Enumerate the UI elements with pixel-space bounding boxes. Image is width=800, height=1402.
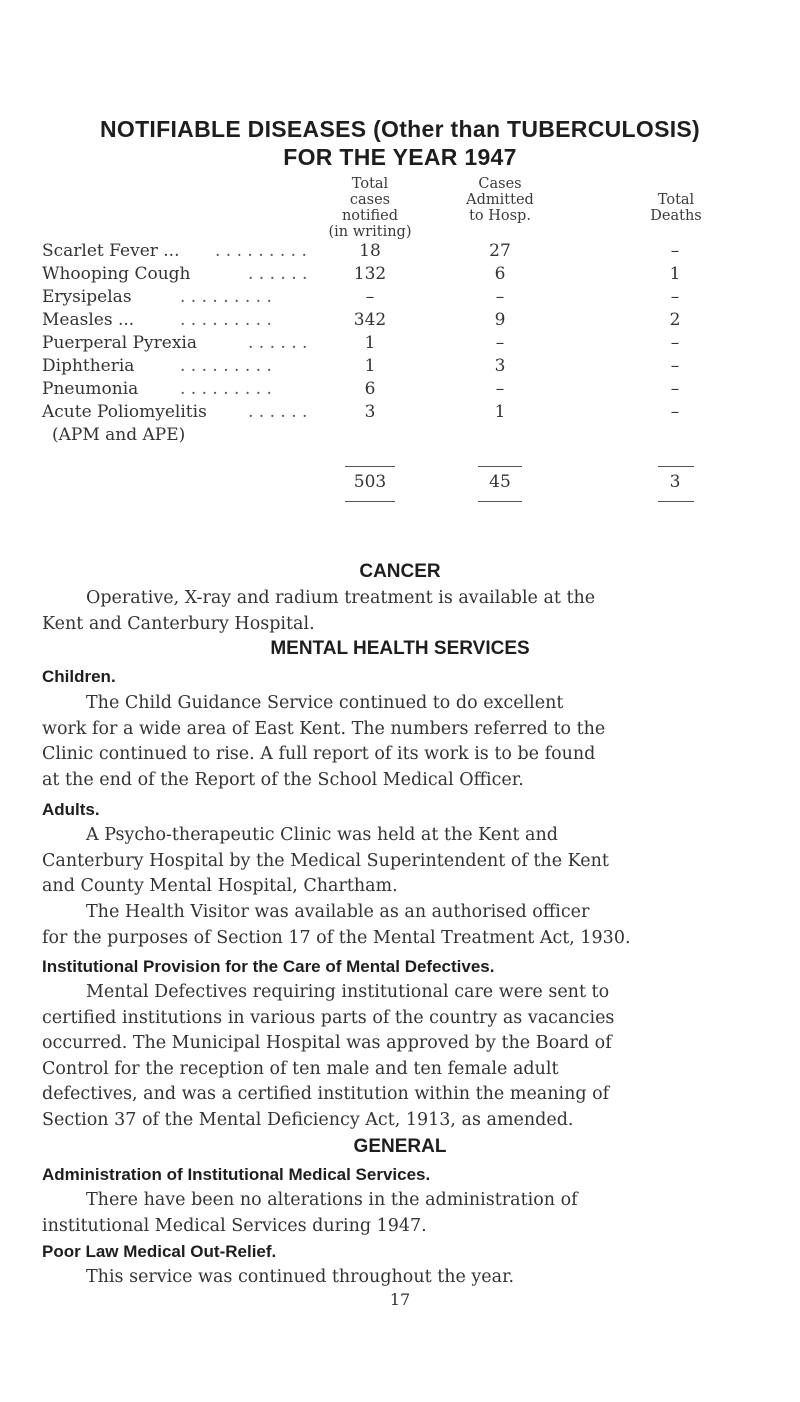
children-paragraph: The Child Guidance Service continued to do excellent work for a wide area of East Kent. The numbers referred to the Clinic continued to rise. A full report of its work is to be found at the end of the Report of the School Medical Officer. <box>42 693 606 790</box>
table-totals-row: 503 45 3 <box>353 472 681 492</box>
adults-paragraph-2: The Health Visitor was available as an authorised officer for the purposes of Section 17 of the Mental Treatment Act, 1930. <box>42 902 631 948</box>
total-rule-top-admitted <box>478 466 522 467</box>
table-row-continuation: (APM and APE) <box>52 425 186 445</box>
administration-paragraph: There have been no alterations in the administration of institutional Medical Services during 1947. <box>42 1190 578 1236</box>
table-row: Puerperal Pyrexia . . . . . . 1 – – <box>42 333 680 353</box>
cancer-heading: CANCER <box>359 561 441 582</box>
table-row: Erysipelas . . . . . . . . . – – – <box>42 287 680 307</box>
title-line-1: NOTIFIABLE DISEASES (Other than TUBERCULOSIS) <box>99 116 701 142</box>
total-rule-top-notified <box>345 466 395 467</box>
mental-health-heading: MENTAL HEALTH SERVICES <box>270 638 530 659</box>
table-row: Acute Poliomyelitis . . . . . . 3 1 – <box>42 402 680 422</box>
table-row: Whooping Cough . . . . . . 132 6 1 <box>42 264 681 284</box>
total-rule-bottom-deaths <box>658 501 694 502</box>
children-heading: Children. <box>42 667 116 686</box>
header-admitted: Cases Admitted to Hosp. <box>466 176 534 224</box>
cancer-paragraph: Operative, X-ray and radium treatment is available at the Kent and Canterbury Hospital. <box>42 588 596 634</box>
poor-law-heading: Poor Law Medical Out-Relief. <box>42 1242 277 1261</box>
total-rule-bottom-admitted <box>478 501 522 502</box>
page-number: 17 <box>389 1290 411 1309</box>
total-rule-bottom-notified <box>345 501 395 502</box>
table-row: Pneumonia . . . . . . . . . 6 – – <box>42 379 680 399</box>
table-row: Diphtheria . . . . . . . . . 1 3 – <box>42 356 680 376</box>
title-line-2: FOR THE YEAR 1947 <box>283 144 517 170</box>
general-heading: GENERAL <box>353 1136 447 1157</box>
adults-paragraph-1: A Psycho-therapeutic Clinic was held at the Kent and Canterbury Hospital by the Medical Superintendent of the Kent and County Mental Hospital, Chartham. <box>42 825 609 897</box>
header-deaths: Total Deaths <box>650 192 702 224</box>
institutional-provision-paragraph: Mental Defectives requiring institutional care were sent to certified institutions in various parts of the country as vacancies occurred. The Municipal Hospital was approved by the Board of Control for the reception of ten male and ten female adult defectives, and was a certified institution within the meaning of Section 37 of the Mental Deficiency Act, 1913, as amended. <box>42 982 615 1130</box>
table-row: Scarlet Fever ... . . . . . . . . . 18 27 – <box>42 241 680 261</box>
administration-heading: Administration of Institutional Medical Services. <box>42 1165 431 1184</box>
table-row: Measles ... . . . . . . . . . 342 9 2 <box>42 310 681 330</box>
institutional-provision-heading: Institutional Provision for the Care of Mental Defectives. <box>42 957 495 976</box>
adults-heading: Adults. <box>42 800 100 819</box>
header-total-cases: Total cases notified (in writing) <box>328 176 412 240</box>
poor-law-paragraph: This service was continued throughout the year. <box>86 1267 515 1287</box>
total-rule-top-deaths <box>658 466 694 467</box>
